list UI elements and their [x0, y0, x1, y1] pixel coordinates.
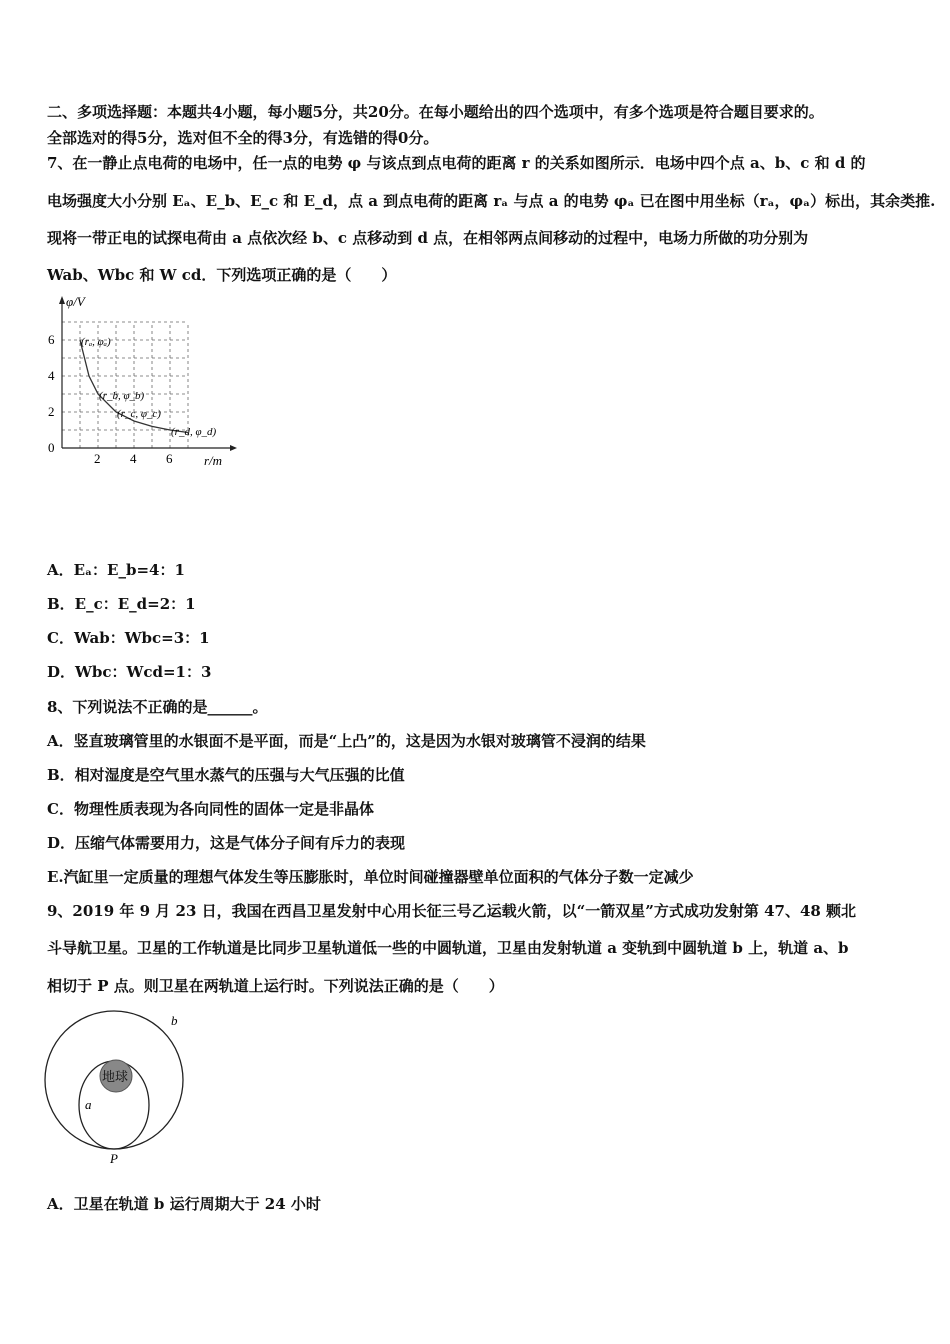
chart-point-labels: [81, 336, 217, 438]
y-axis-label: φ/V: [66, 294, 85, 309]
orbit-b-label: b: [171, 1013, 178, 1028]
section-heading-line-1: 二、多项选择题：本题共4小题，每小题5分，共20分。在每小题给出的四个选项中，有多个选项是符合题目要求的。: [47, 103, 824, 121]
y-tick-label: 6: [48, 332, 55, 347]
orbit-figure: [40, 1010, 200, 1165]
q7-stem-line-4: Wab、Wbc 和 W cd．下列选项正确的是（ ）: [47, 266, 397, 284]
q7-stem-line-3: 现将一带正电的试探电荷由 a 点依次经 b、c 点移动到 d 点，在相邻两点间移动的过程中，电场力所做的功分别为: [47, 229, 809, 247]
q7-stem-line-1: 7、在一静止点电荷的电场中，任一点的电势 φ 与该点到点电荷的距离 r 的关系如图所示．电场中四个点 a、b、c 和 d 的: [47, 154, 866, 172]
q9-stem-line-3: 相切于 P 点。则卫星在两轨道上运行时。下列说法正确的是（ ）: [47, 977, 504, 995]
y-axis-arrow: [59, 296, 65, 304]
q7-option-d: D．Wbc：Wcd=1：3: [47, 663, 212, 681]
q8-option-b: B．相对湿度是空气里水蒸气的压强与大气压强的比值: [47, 766, 405, 784]
x-axis-label: r/m: [204, 453, 223, 468]
x-tick-label: 2: [94, 451, 101, 466]
section-heading-line-2: 全部选对的得5分，选对但不全的得3分，有选错的得0分。: [47, 129, 439, 147]
point-p-label: P: [110, 1151, 118, 1165]
y-tick-label: 4: [48, 368, 55, 383]
y-tick-label: 2: [48, 404, 55, 419]
q8-option-e: E.汽缸里一定质量的理想气体发生等压膨胀时，单位时间碰撞器壁单位面积的气体分子数一定减少: [47, 868, 694, 886]
q9-option-a: A．卫星在轨道 b 运行周期大于 24 小时: [47, 1195, 321, 1213]
chart-point-label: (r_d, φ_d): [171, 426, 217, 438]
q7-option-b: B．E_c：E_d=2：1: [47, 595, 196, 613]
q7-stem-line-2: 电场强度大小分别 Eₐ、E_b、E_c 和 E_d，点 a 到点电荷的距离 rₐ 与点 a 的电势 φₐ 已在图中用坐标（rₐ，φₐ）标出，其余类推.: [47, 192, 936, 210]
q9-stem-line-1: 9、2019 年 9 月 23 日，我国在西昌卫星发射中心用长征三号乙运载火箭，以“一箭双星”方式成功发射第 47、48 颗北: [47, 902, 857, 920]
chart-point-label: (rₐ, φₐ): [81, 336, 111, 348]
x-axis-arrow: [230, 445, 237, 451]
q7-option-a: A．Eₐ：E_b=4：1: [47, 561, 185, 579]
q9-stem-line-2: 斗导航卫星。卫星的工作轨道是比同步卫星轨道低一些的中圆轨道，卫星由发射轨道 a 变轨到中圆轨道 b 上，轨道 a、b: [47, 939, 849, 957]
phi-r-chart: [40, 292, 240, 472]
x-tick-label: 4: [130, 451, 137, 466]
y-tick-label: 0: [48, 440, 55, 455]
x-tick-label: 6: [166, 451, 173, 466]
chart-point-label: (r_b, φ_b): [99, 390, 145, 402]
earth-label: 地球: [102, 1069, 129, 1084]
q8-stem: 8、下列说法不正确的是______。: [47, 698, 268, 716]
q8-option-a: A．竖直玻璃管里的水银面不是平面，而是“上凸”的，这是因为水银对玻璃管不浸润的结果: [47, 732, 646, 750]
q8-option-c: C．物理性质表现为各向同性的固体一定是非晶体: [47, 800, 374, 818]
q7-option-c: C．Wab：Wbc=3：1: [47, 629, 210, 647]
q8-option-d: D．压缩气体需要用力，这是气体分子间有斥力的表现: [47, 834, 406, 852]
orbit-a-label: a: [85, 1097, 92, 1112]
chart-point-label: (r_c, φ_c): [117, 408, 161, 420]
